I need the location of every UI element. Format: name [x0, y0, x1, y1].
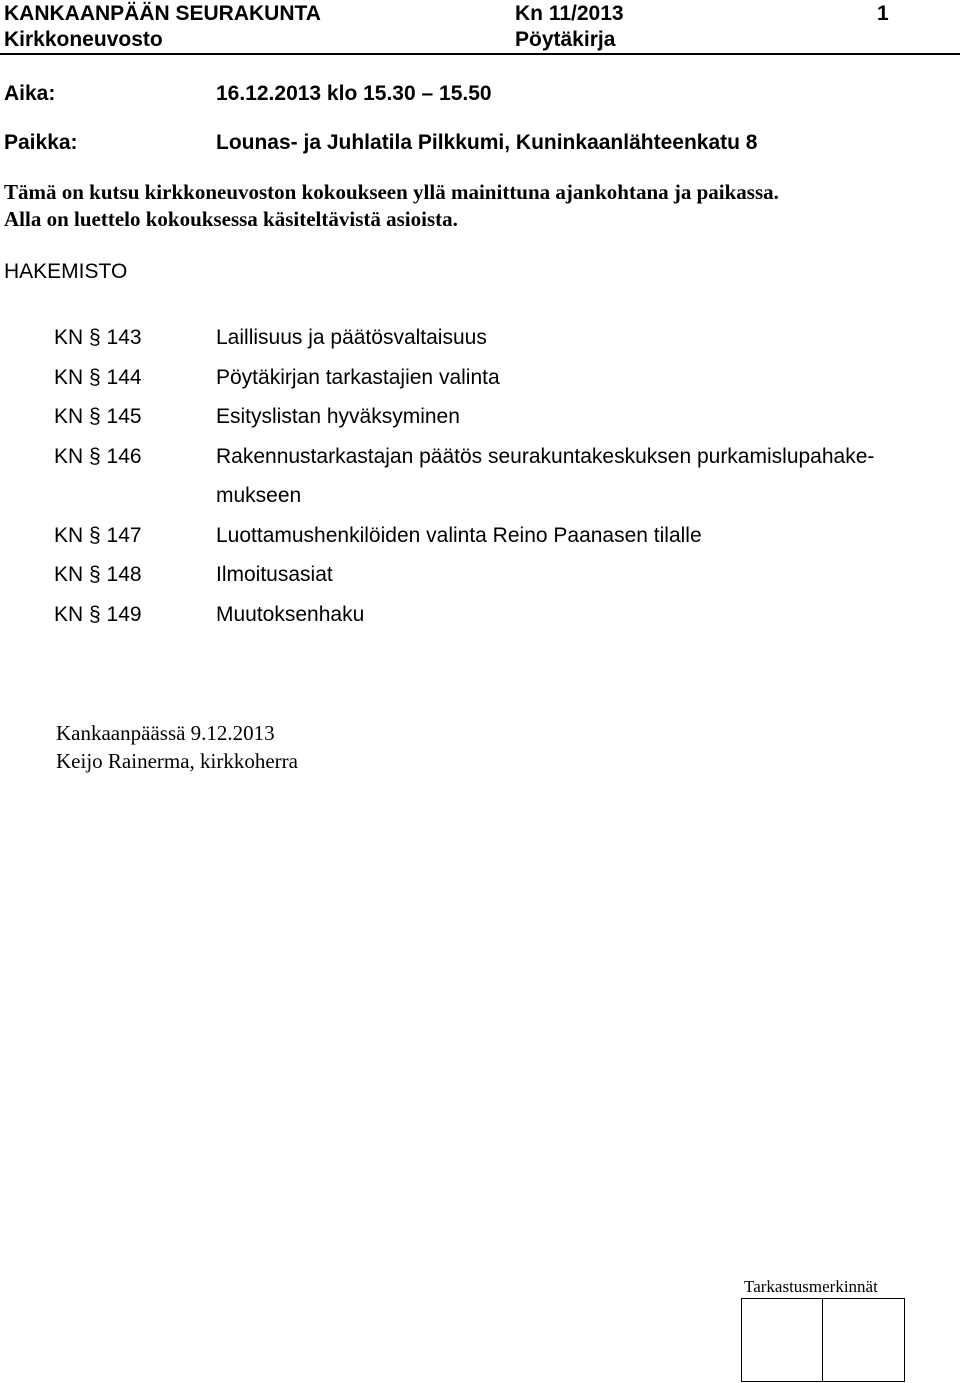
place-value: Lounas- ja Juhlatila Pilkkumi, Kuninkaanlähteenkatu 8: [216, 131, 758, 154]
index-item-title: Pöytäkirjan tarkastajien valinta: [216, 366, 500, 389]
index-item-title: Laillisuus ja päätösvaltaisuus: [216, 326, 487, 349]
intro-line-2: Alla on luettelo kokouksessa käsiteltävistä asioista.: [4, 207, 458, 231]
document-type: Pöytäkirja: [515, 28, 616, 51]
index-title: HAKEMISTO: [4, 260, 128, 283]
index-item-title: Rakennustarkastajan päätös seurakuntakeskuksen purkamislupahake-: [216, 445, 875, 468]
place-label: Paikka:: [4, 131, 78, 154]
index-item-code: KN § 145: [54, 405, 142, 428]
review-marks-label: Tarkastusmerkinnät: [744, 1277, 878, 1296]
index-item-title: Muutoksenhaku: [216, 603, 365, 626]
index-item-code: KN § 149: [54, 603, 142, 626]
index-item-code: KN § 148: [54, 563, 142, 586]
time-value: 16.12.2013 klo 15.30 – 15.50: [216, 82, 492, 105]
organization-name: KANKAANPÄÄN SEURAKUNTA: [4, 2, 321, 25]
time-label: Aika:: [4, 82, 56, 105]
index-item-code: KN § 144: [54, 366, 142, 389]
index-item-code: KN § 143: [54, 326, 142, 349]
meeting-number: Kn 11/2013: [515, 2, 624, 25]
review-box-left: [741, 1298, 823, 1382]
signature-place-date: Kankaanpäässä 9.12.2013: [56, 721, 275, 745]
signature-signer: Keijo Rainerma, kirkkoherra: [56, 749, 298, 773]
review-box-right: [822, 1298, 905, 1382]
intro-line-1: Tämä on kutsu kirkkoneuvoston kokoukseen yllä mainittuna ajankohtana ja paikassa.: [4, 180, 779, 204]
index-item-code: KN § 146: [54, 445, 142, 468]
index-item-title: Ilmoitusasiat: [216, 563, 333, 586]
index-item-code: KN § 147: [54, 524, 142, 547]
body-name: Kirkkoneuvosto: [4, 28, 163, 51]
header-rule: [0, 53, 960, 55]
index-item-title: Esityslistan hyväksyminen: [216, 405, 460, 428]
index-item-title-continued: mukseen: [216, 484, 302, 507]
page-number: 1: [877, 2, 889, 25]
index-item-title: Luottamushenkilöiden valinta Reino Paanasen tilalle: [216, 524, 702, 547]
